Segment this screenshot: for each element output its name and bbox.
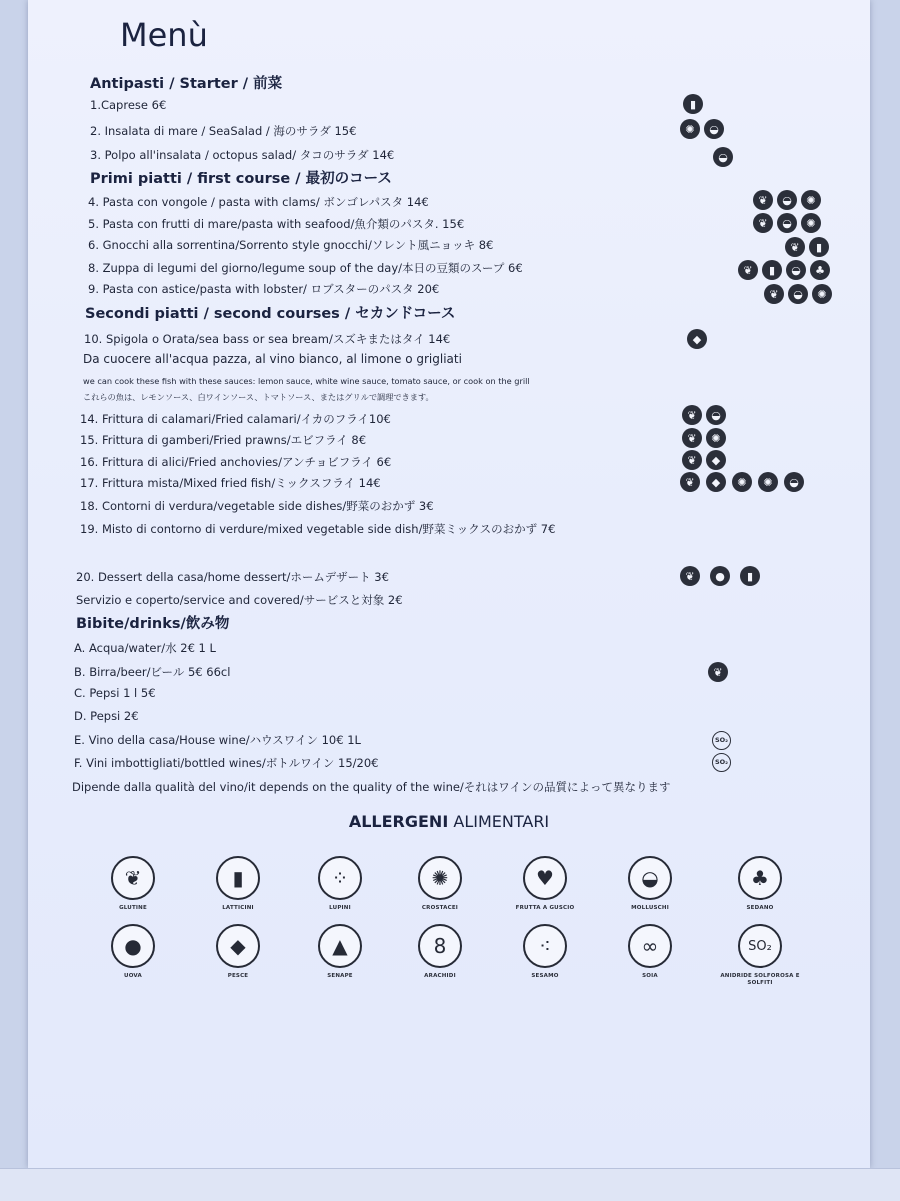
- allergen-icons: [682, 450, 726, 470]
- allergen-legend-title: ALLERGENI ALIMENTARI: [348, 812, 550, 831]
- menu-item: 10. Spigola o Orata/sea bass or sea bream/スズキまたはタイ 14€: [84, 332, 451, 346]
- menu-item: 19. Misto di contorno di verdure/mixed vegetable side dish/野菜ミックスのおかず 7€: [80, 522, 556, 536]
- allergen-icons: [712, 753, 731, 772]
- crab-icon: ✺: [801, 213, 821, 233]
- allergen-icons: [683, 94, 703, 114]
- menu-item: 8. Zuppa di legumi del giorno/legume soup of the day/本日の豆類のスープ 6€: [88, 261, 523, 275]
- wheat-icon: ❦: [680, 566, 700, 586]
- allergen-legend-item: [495, 924, 595, 980]
- allergen-legend-item: [290, 924, 390, 980]
- allergen-label: LATTICINI: [222, 905, 254, 911]
- allergen-legend-item: [83, 924, 183, 980]
- fish-icon: ◆: [706, 450, 726, 470]
- allergen-legend-item: [290, 856, 390, 912]
- milk-bottle-icon: ▮: [762, 260, 782, 280]
- allergen-label: GLUTINE: [119, 905, 147, 911]
- wheat-icon: ❦: [785, 237, 805, 257]
- menu-item: F. Vini imbottigliati/bottled wines/ボトルワイン 15/20€: [74, 756, 379, 770]
- allergen-label: MOLLUSCHI: [631, 905, 669, 911]
- shell-icon: ◒: [706, 405, 726, 425]
- allergen-legend-item: [188, 924, 288, 980]
- allergen-label: CROSTACEI: [421, 905, 459, 911]
- allergen-icons: [713, 147, 733, 167]
- allergen-icons: [764, 284, 832, 304]
- allergen-label: FRUTTA A GUSCIO: [515, 905, 575, 911]
- menu-item: D. Pepsi 2€: [74, 709, 139, 723]
- milk-bottle-icon: ▮: [740, 566, 760, 586]
- allergen-icons: [785, 237, 829, 257]
- shell-icon: ◒: [777, 213, 797, 233]
- allergen-icons: [708, 662, 728, 682]
- menu-item: 16. Frittura di alici/Fried anchovies/アンチョビフライ 6€: [80, 455, 392, 469]
- menu-item: 1.Caprese 6€: [90, 98, 167, 112]
- wine-note: Dipende dalla qualità del vino/it depends on the quality of the wine/それはワインの品質によって異なります: [72, 780, 671, 794]
- shell-icon: ◒: [713, 147, 733, 167]
- wheat-icon: ❦: [708, 662, 728, 682]
- allergen-legend-item: [390, 856, 490, 912]
- soy-icon: ∞: [628, 924, 672, 968]
- so2-icon: SO₂: [712, 731, 731, 750]
- allergen-icons: [680, 566, 760, 586]
- cooking-note-english: we can cook these fish with these sauces: lemon sauce, white wine sauce, tomato sauce, or cook on the grill: [83, 376, 530, 386]
- page-title: Menù: [120, 16, 208, 54]
- menu-item: 9. Pasta con astice/pasta with lobster/ ロブスターのパスタ 20€: [88, 282, 440, 296]
- allergen-icons: [738, 260, 830, 280]
- mustard-icon: ▲: [318, 924, 362, 968]
- allergen-icons: [753, 213, 821, 233]
- allergen-icons: [687, 329, 707, 349]
- crab-icon: ✺: [680, 119, 700, 139]
- allergen-label: ARACHIDI: [424, 973, 456, 979]
- nut-icon: ♥: [523, 856, 567, 900]
- section-bibite: Bibite/drinks/飲み物: [76, 616, 230, 632]
- wheat-icon: ❦: [753, 213, 773, 233]
- allergen-icons: [680, 472, 804, 492]
- menu-item: B. Birra/beer/ビール 5€ 66cl: [74, 665, 231, 679]
- allergen-label: PESCE: [227, 973, 249, 979]
- crab-icon: ✺: [706, 428, 726, 448]
- wheat-icon: ❦: [764, 284, 784, 304]
- egg-icon: ●: [710, 566, 730, 586]
- allergen-label: ANIDRIDE SOLFOROSA E SOLFITI: [720, 973, 800, 987]
- shell-icon: ◒: [628, 856, 672, 900]
- allergen-icons: [753, 190, 821, 210]
- wheat-icon: ❦: [682, 428, 702, 448]
- allergen-legend-item: [710, 924, 810, 987]
- menu-item: 6. Gnocchi alla sorrentina/Sorrento style gnocchi/ソレント風ニョッキ 8€: [88, 238, 494, 252]
- allergen-icons: [712, 731, 731, 750]
- so2-icon: SO₂: [738, 924, 782, 968]
- allergen-label: UOVA: [124, 973, 142, 979]
- wheat-icon: ❦: [753, 190, 773, 210]
- menu-item: 15. Frittura di gamberi/Fried prawns/エビフライ 8€: [80, 433, 367, 447]
- milk-bottle-icon: ▮: [683, 94, 703, 114]
- section-primi: Primi piatti / first course / 最初のコース: [90, 171, 392, 187]
- fish-icon: ◆: [687, 329, 707, 349]
- cooking-note-italian: Da cuocere all'acqua pazza, al vino bianco, al limone o grigliati: [83, 352, 462, 366]
- shell-icon: ◒: [704, 119, 724, 139]
- menu-item: C. Pepsi 1 l 5€: [74, 686, 156, 700]
- crab-icon: ✺: [801, 190, 821, 210]
- allergen-label: SEDANO: [746, 905, 774, 911]
- wheat-icon: ❦: [682, 450, 702, 470]
- milk-bottle-icon: ▮: [216, 856, 260, 900]
- allergen-label: SOIA: [642, 973, 658, 979]
- allergen-label: LUPINI: [329, 905, 351, 911]
- allergen-icons: [682, 405, 726, 425]
- menu-item: Servizio e coperto/service and covered/サービスと対象 2€: [76, 593, 403, 607]
- menu-item: 5. Pasta con frutti di mare/pasta with seafood/魚介類のパスタ. 15€: [88, 217, 465, 231]
- lupin-icon: ⁘: [318, 856, 362, 900]
- allergen-legend-item: [83, 856, 183, 912]
- allergen-legend-item: [710, 856, 810, 912]
- section-secondi: Secondi piatti / second courses / セカンドコース: [85, 306, 456, 322]
- wheat-icon: ❦: [738, 260, 758, 280]
- menu-item: 4. Pasta con vongole / pasta with clams/ ボンゴレパスタ 14€: [88, 195, 429, 209]
- menu-item: E. Vino della casa/House wine/ハウスワイン 10€ 1L: [74, 733, 361, 747]
- so2-icon: SO₂: [712, 753, 731, 772]
- wheat-icon: ❦: [680, 472, 700, 492]
- menu-item: 18. Contorni di verdura/vegetable side dishes/野菜のおかず 3€: [80, 499, 434, 513]
- celery-icon: ♣: [738, 856, 782, 900]
- allergen-legend-item: [495, 856, 595, 912]
- menu-item: 2. Insalata di mare / SeaSalad / 海のサラダ 15€: [90, 124, 357, 138]
- egg-icon: ●: [111, 924, 155, 968]
- fish-icon: ◆: [706, 472, 726, 492]
- shell-icon: ◒: [784, 472, 804, 492]
- crab-icon: ✺: [418, 856, 462, 900]
- menu-sheet: [28, 0, 870, 1168]
- allergen-label: SENAPE: [327, 973, 353, 979]
- menu-item: 20. Dessert della casa/home dessert/ホームデザート 3€: [76, 570, 389, 584]
- crab-icon: ✺: [812, 284, 832, 304]
- crab-icon: ✺: [758, 472, 778, 492]
- cooking-note-japanese: これらの魚は、レモンソース、白ワインソース、トマトソース、またはグリルで調理できます。: [83, 392, 434, 402]
- menu-item: A. Acqua/water/水 2€ 1 L: [74, 641, 216, 655]
- shell-icon: ◒: [786, 260, 806, 280]
- section-antipasti: Antipasti / Starter / 前菜: [90, 76, 283, 92]
- shell-icon: ◒: [788, 284, 808, 304]
- shell-icon: ◒: [777, 190, 797, 210]
- allergen-label: SESAMO: [531, 973, 559, 979]
- menu-item: 17. Frittura mista/Mixed fried fish/ミックスフライ 14€: [80, 476, 381, 490]
- menu-item: 3. Polpo all'insalata / octopus salad/ タコのサラダ 14€: [90, 148, 395, 162]
- fish-icon: ◆: [216, 924, 260, 968]
- allergen-legend-item: [600, 924, 700, 980]
- crab-icon: ✺: [732, 472, 752, 492]
- wheat-icon: ❦: [682, 405, 702, 425]
- peanut-icon: 8: [418, 924, 462, 968]
- sesame-icon: ⁖: [523, 924, 567, 968]
- allergen-icons: [682, 428, 726, 448]
- menu-item: 14. Frittura di calamari/Fried calamari/イカのフライ10€: [80, 412, 391, 426]
- allergen-icons: [680, 119, 724, 139]
- frame-edge: [0, 1168, 900, 1201]
- milk-bottle-icon: ▮: [809, 237, 829, 257]
- allergen-legend-item: [390, 924, 490, 980]
- wheat-icon: ❦: [111, 856, 155, 900]
- celery-icon: ♣: [810, 260, 830, 280]
- allergen-legend-item: [188, 856, 288, 912]
- allergen-legend-item: [600, 856, 700, 912]
